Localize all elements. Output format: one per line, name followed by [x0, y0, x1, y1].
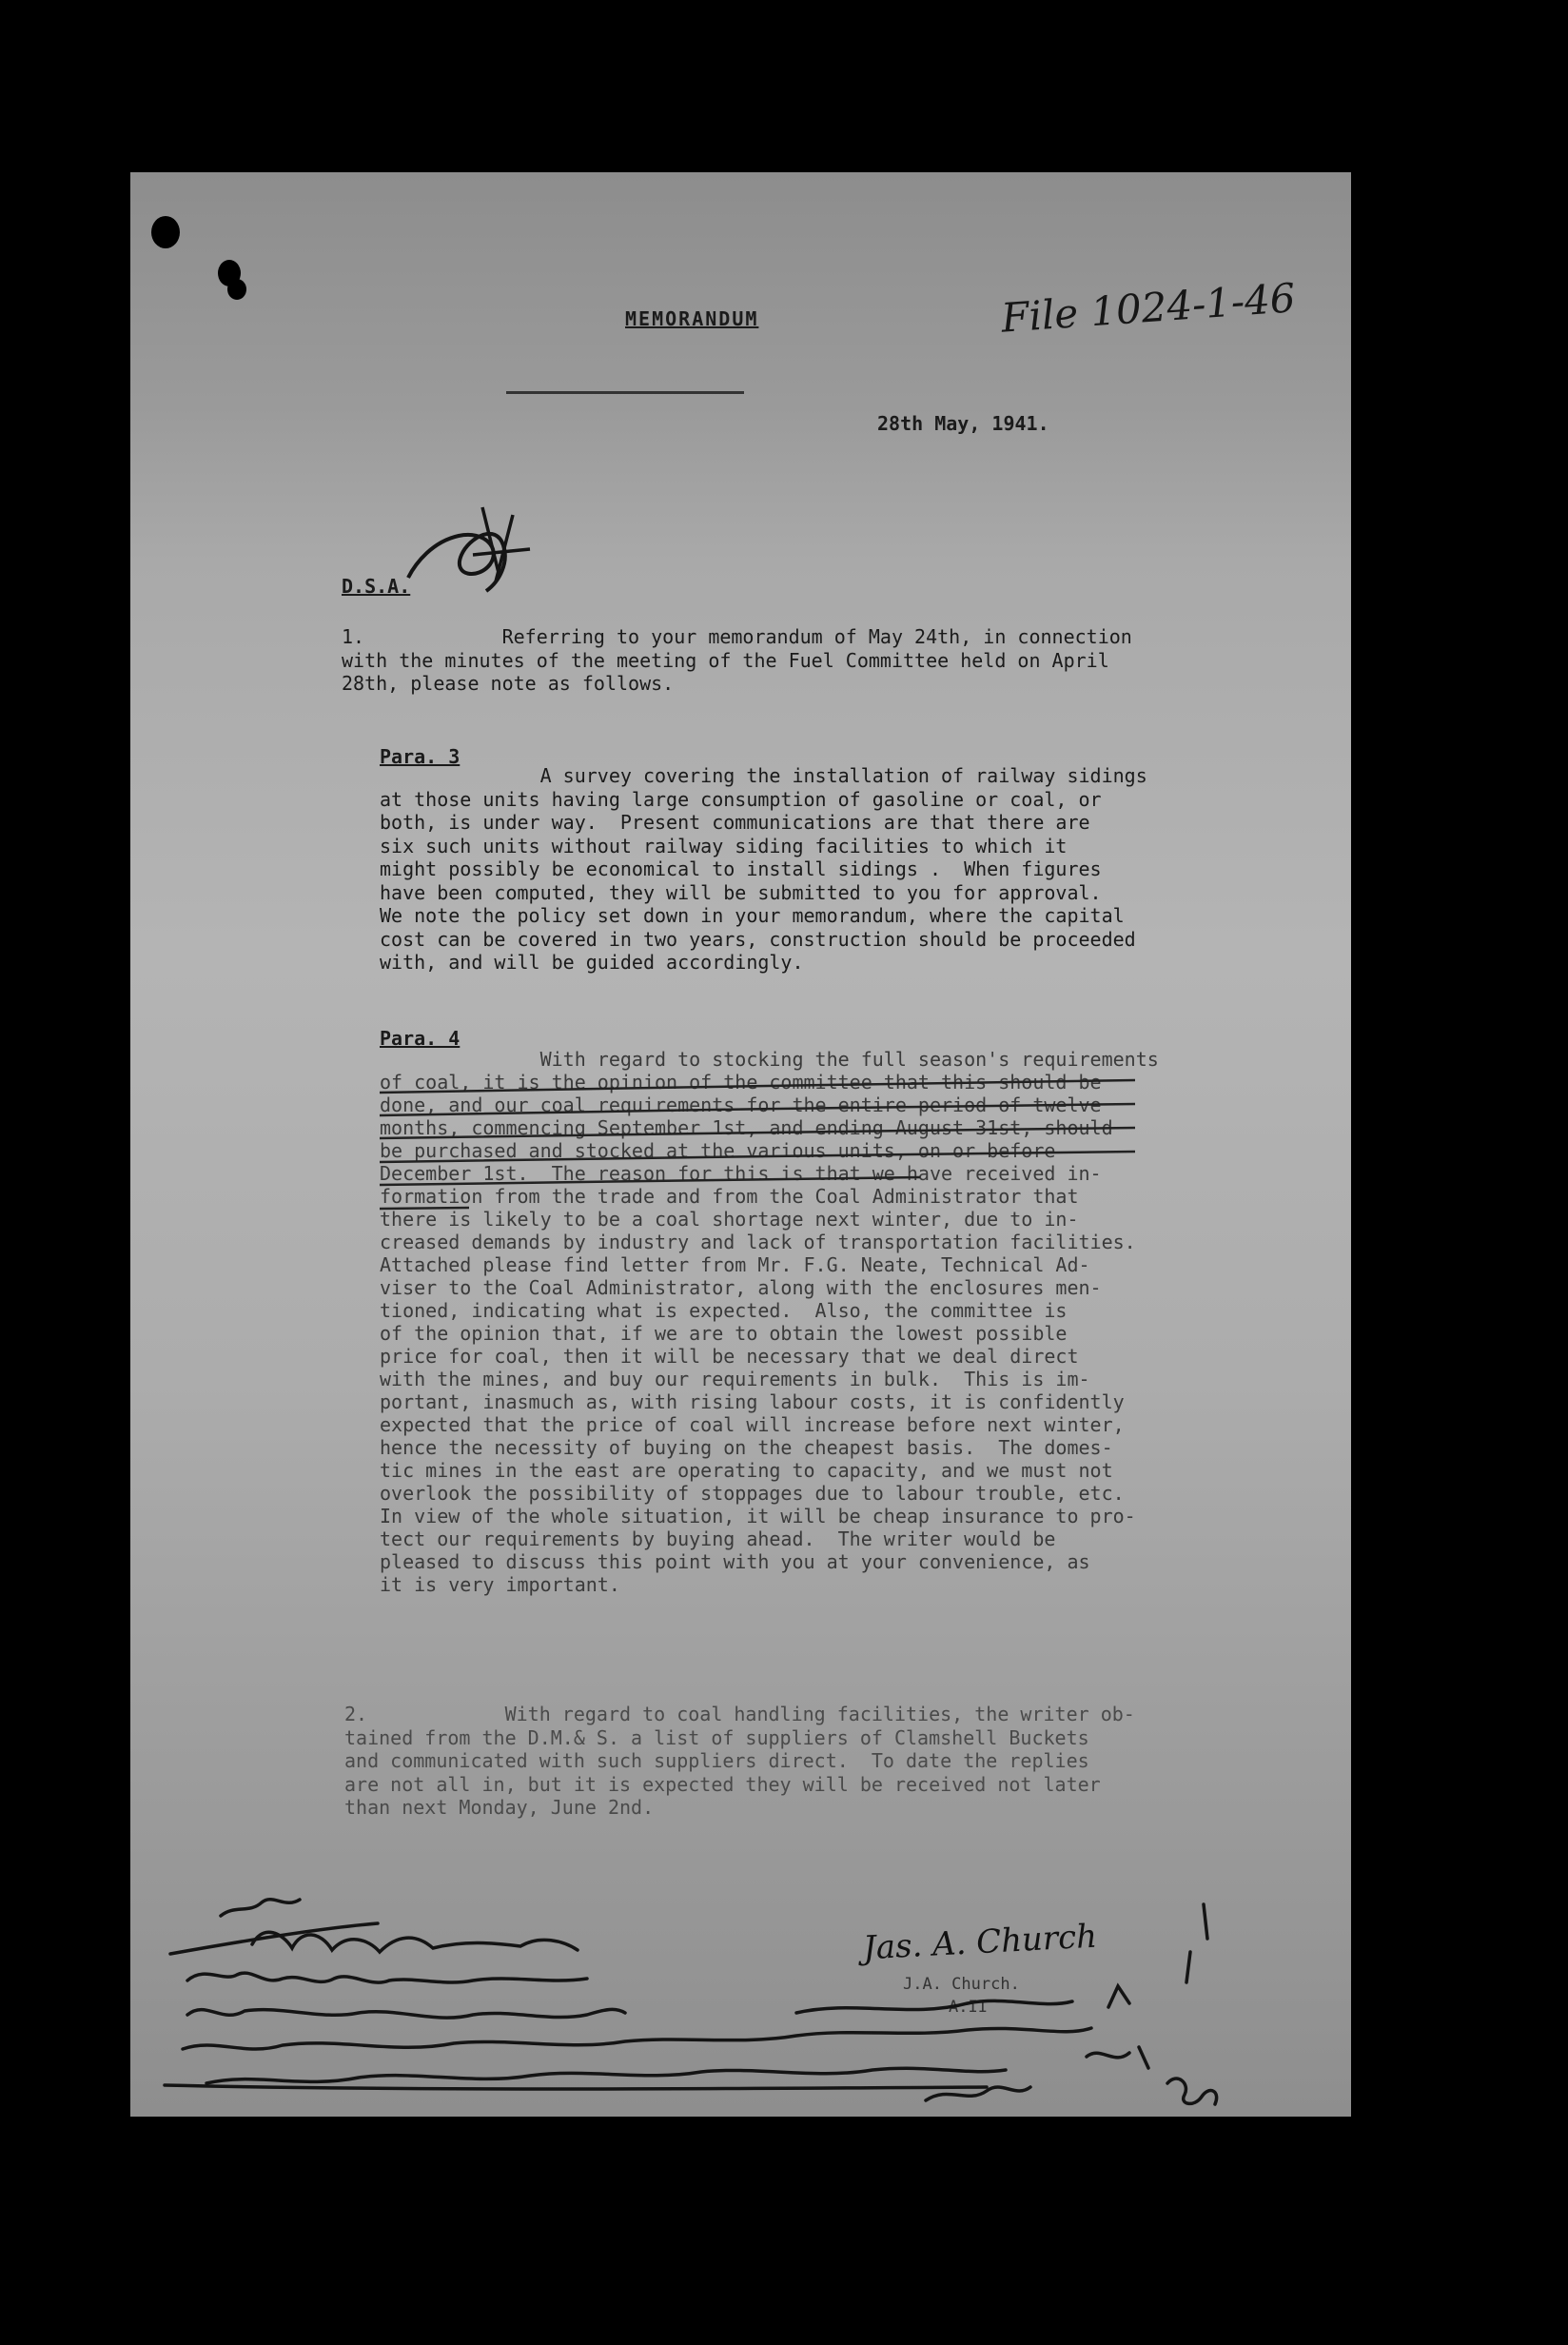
paragraph-1: 1. Referring to your memorandum of May 24th, in connection with the minutes of the meeting of the Fuel Committee held on April 28th, please note as follows.	[342, 625, 1132, 695]
memo-date: 28th May, 1941.	[877, 412, 1049, 435]
memo-title: MEMORANDUM	[625, 307, 759, 330]
signature-typed-name: J.A. Church.	[903, 1975, 1020, 1994]
separator-rule	[506, 391, 744, 394]
memorandum-page	[130, 172, 1351, 2117]
signature-typed-title: A.II	[949, 1998, 988, 2017]
para-4-body: With regard to stocking the full season's requirements of coal, it is the opinion of the committee that this should be done, and our coal requirements for the entire period of twelve months, commencing September 1st, and ending August 31st, should be purchased and stocked at the various units, on or before December 1st. The reason for this is that we have received in- formation from the trade and from the Coal Administrator that there is likely to be a coal shortage next winter, due to in- creased demands by industry and lack of transportation facilities. Attached please find letter from Mr. F.G. Neate, Technical Ad- viser to the Coal Administrator, along with the enclosures men- tioned, indicating what is expected. Also, the committee is of the opinion that, if we are to obtain the lowest possible price for coal, then it will be necessary that we deal direct with the mines, and buy our requirements in bulk. This is im- portant, inasmuch as, with rising labour costs, it is confidently expected that the price of coal will increase before next winter, hence the necessity of buying on the cheapest basis. The domes- tic mines in the east are operating to capacity, and we must not overlook the possibility of stoppages due to labour trouble, etc. In view of the whole situation, it will be cheap insurance to pro- tect our requirements by buying ahead. The writer would be pleased to discuss this point with you at your convenience, as it is very important.	[380, 1048, 1159, 1596]
signature-handwritten: Jas. A. Church	[862, 1917, 1099, 1968]
file-reference-handwritten: File 1024-1-46	[999, 274, 1297, 342]
para-4-heading: Para. 4	[380, 1027, 461, 1050]
para-3-body: A survey covering the installation of railway sidings at those units having large consumption of gasoline or coal, or both, is under way. Present communications are that there are six such units without railway siding facilities to which it might possibly be economical to install sidings . When figures have been computed, they will be submitted to you for approval. We note the policy set down in your memorandum, where the capital cost can be covered in two years, construction should be proceeded with, and will be guided accordingly.	[380, 764, 1147, 974]
para-3-heading: Para. 3	[380, 745, 461, 768]
addressee: D.S.A.	[342, 575, 411, 598]
punch-hole	[227, 279, 246, 300]
punch-hole	[151, 216, 180, 248]
paragraph-2: 2. With regard to coal handling facilities, the writer ob- tained from the D.M.& S. a list of suppliers of Clamshell Buckets and communicated with such suppliers direct. To date the replies are not all in, but it is expected they will be received not later than next Monday, June 2nd.	[344, 1703, 1135, 1819]
